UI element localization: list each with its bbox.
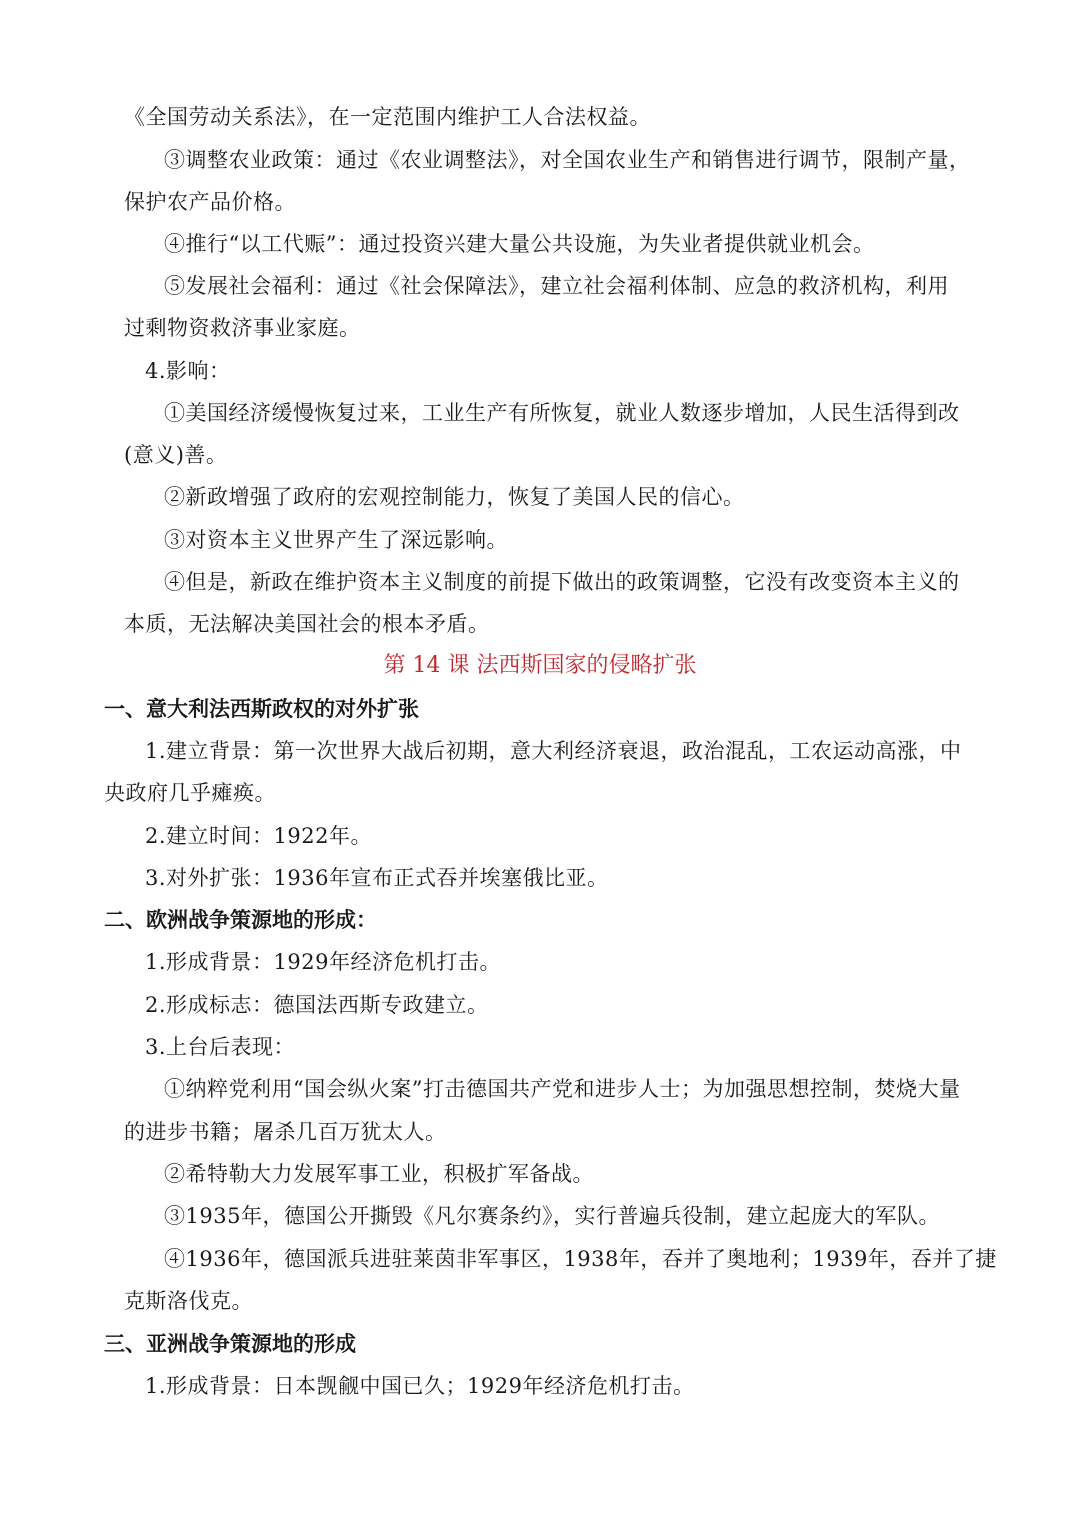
paragraph-line: 克斯洛伐克。 <box>124 1289 253 1313</box>
paragraph-line: 《全国劳动关系法》，在一定范围内维护工人合法权益。 <box>124 105 651 129</box>
paragraph-line: 1.形成背景：1929年经济危机打击。 <box>145 950 501 974</box>
paragraph-line: ③调整农业政策：通过《农业调整法》，对全国农业生产和销售进行调节，限制产量， <box>164 148 971 172</box>
paragraph-line: (意义)善。 <box>124 443 228 467</box>
subheading: 3.上台后表现： <box>145 1035 296 1059</box>
paragraph-line: 2.建立时间：1922年。 <box>145 824 372 848</box>
paragraph-line: ④1936年，德国派兵进驻莱茵非军事区，1938年，吞并了奥地利；1939年，吞并了捷 <box>164 1247 997 1271</box>
paragraph-line: 过剩物资救济事业家庭。 <box>124 316 361 340</box>
paragraph-line: 1.形成背景：日本觊觎中国已久；1929年经济危机打击。 <box>145 1374 695 1398</box>
paragraph-line: 2.形成标志：德国法西斯专政建立。 <box>145 993 489 1017</box>
paragraph-line: ①纳粹党利用“国会纵火案”打击德国共产党和进步人士；为加强思想控制，焚烧大量 <box>164 1077 961 1101</box>
paragraph-line: ⑤发展社会福利：通过《社会保障法》，建立社会福利体制、应急的救济机构，利用 <box>164 274 949 298</box>
section-heading: 二、欧洲战争策源地的形成： <box>104 907 377 932</box>
subheading: 4.影响： <box>145 359 231 383</box>
section-heading: 三、亚洲战争策源地的形成 <box>104 1331 356 1356</box>
paragraph-line: 1.建立背景：第一次世界大战后初期，意大利经济衰退，政治混乱，工农运动高涨，中 <box>145 739 962 763</box>
lesson-title: 第 14 课 法西斯国家的侵略扩张 <box>383 653 697 678</box>
paragraph-line: 保护农产品价格。 <box>124 190 296 214</box>
paragraph-line: ③对资本主义世界产生了深远影响。 <box>164 528 508 552</box>
section-heading: 一、意大利法西斯政权的对外扩张 <box>104 696 419 721</box>
paragraph-line: ④但是，新政在维护资本主义制度的前提下做出的政策调整，它没有改变资本主义的 <box>164 570 960 594</box>
paragraph-line: 本质，无法解决美国社会的根本矛盾。 <box>124 612 490 636</box>
paragraph-line: 央政府几乎瘫痪。 <box>104 781 276 805</box>
paragraph-line: 的进步书籍；屠杀几百万犹太人。 <box>124 1120 447 1144</box>
paragraph-line: ②希特勒大力发展军事工业，积极扩军备战。 <box>164 1162 594 1186</box>
paragraph-line: ③1935年，德国公开撕毁《凡尔赛条约》，实行普遍兵役制，建立起庞大的军队。 <box>164 1204 940 1228</box>
paragraph-line: 3.对外扩张：1936年宣布正式吞并埃塞俄比亚。 <box>145 866 609 890</box>
paragraph-line: ④推行“以工代赈”：通过投资兴建大量公共设施，为失业者提供就业机会。 <box>164 232 875 256</box>
paragraph-line: ①美国经济缓慢恢复过来，工业生产有所恢复，就业人数逐步增加，人民生活得到改 <box>164 401 960 425</box>
paragraph-line: ②新政增强了政府的宏观控制能力，恢复了美国人民的信心。 <box>164 485 745 509</box>
